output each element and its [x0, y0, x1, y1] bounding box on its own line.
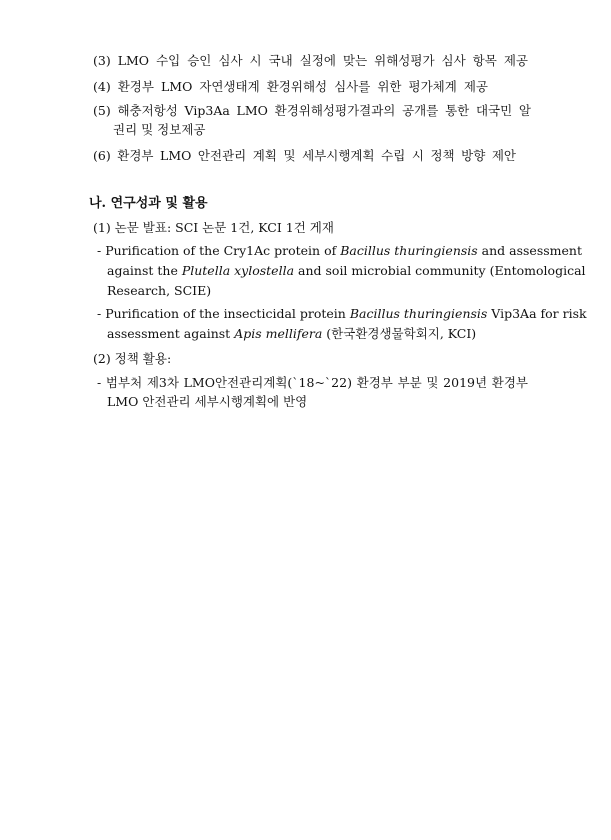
- list-item: (3) LMO 수입 승인 심사 시 국내 실정에 맞는 위해성평가 심사 항목 제공: [93, 53, 528, 68]
- paper-entry-line: - Purification of the insecticidal protein Bacillus thuringiensis Vip3Aa for risk: [97, 306, 587, 321]
- policy-entry-line: - 범부처 제3차 LMO안전관리계획(`18~`22) 환경부 부분 및 2019년 환경부: [97, 375, 528, 390]
- list-item: (5) 해충저항성 Vip3Aa LMO 환경위해성평가결과의 공개를 통한 대국민 알: [93, 103, 531, 118]
- list-item-continuation: 권리 및 정보제공: [113, 122, 206, 137]
- list-item: (6) 환경부 LMO 안전관리 계획 및 세부시행계획 수립 시 정책 방향 제안: [93, 148, 516, 163]
- paper-entry-line: - Purification of the Cry1Ac protein of Bacillus thuringiensis and assessment: [97, 243, 582, 258]
- policy-label: (2) 정책 활용:: [93, 351, 172, 366]
- policy-entry-line: LMO 안전관리 세부시행계획에 반영: [107, 394, 308, 409]
- section-heading: 나. 연구성과 및 활용: [89, 196, 208, 211]
- paper-entry-line: Research, SCIE): [107, 283, 212, 298]
- papers-label: (1) 논문 발표: SCI 논문 1건, KCI 1건 게재: [93, 220, 334, 235]
- list-item: (4) 환경부 LMO 자연생태계 환경위해성 심사를 위한 평가체계 제공: [93, 79, 488, 94]
- paper-entry-line: against the Plutella xylostella and soil microbial community (Entomological: [107, 263, 586, 278]
- paper-entry-line: assessment against Apis mellifera (한국환경생물학회지, KCI): [107, 326, 477, 341]
